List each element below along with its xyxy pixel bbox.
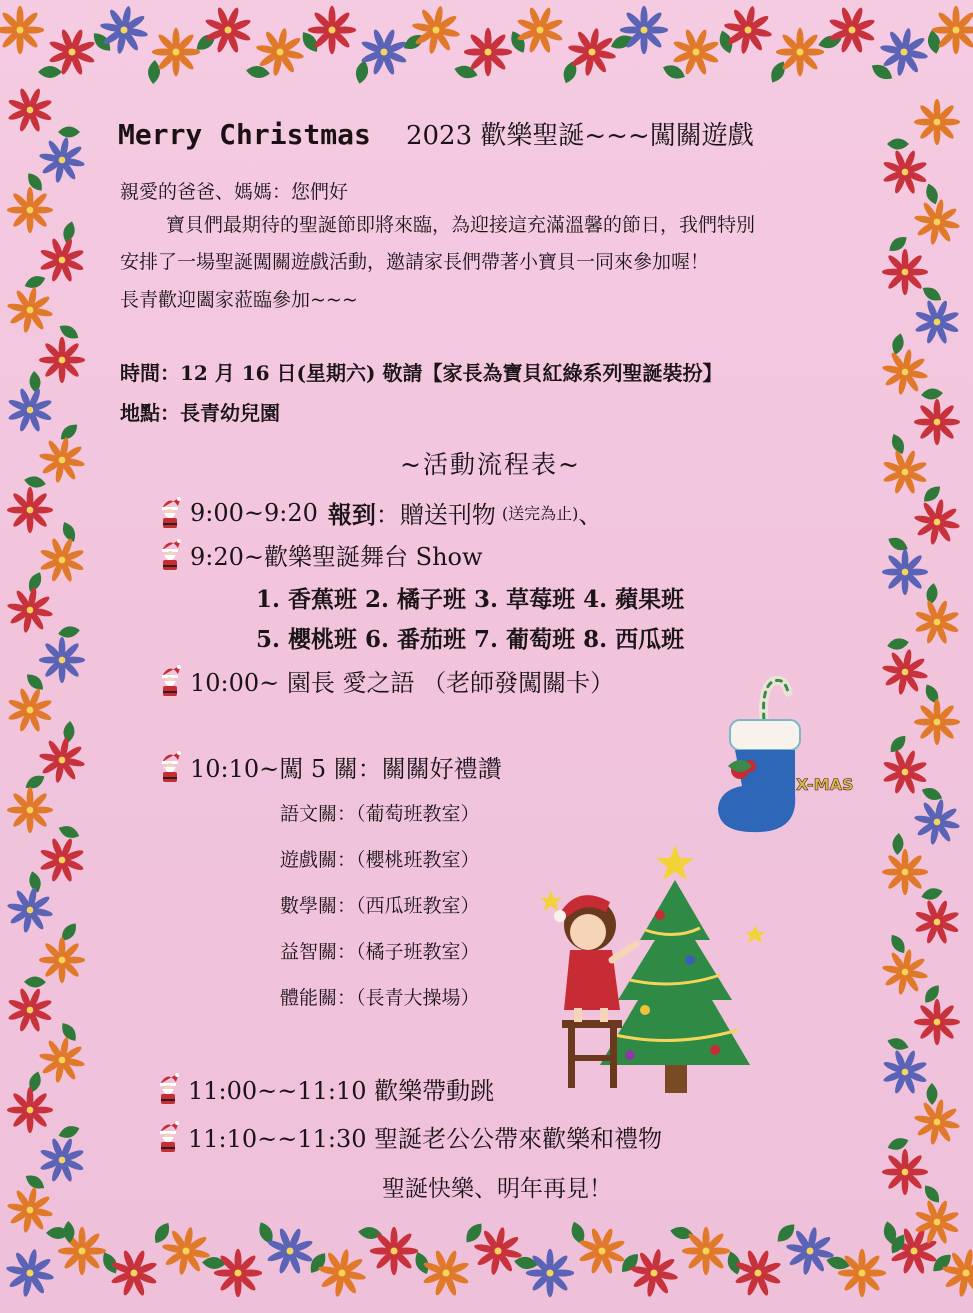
station-item: 體能關：（長青大操場）: [280, 987, 480, 1009]
flower-icon: [464, 28, 512, 76]
leaf-icon: [58, 1020, 80, 1044]
flower-icon: [39, 1137, 84, 1182]
body-line-1: 寶貝們最期待的聖誕節即將來臨，為迎接這充滿溫馨的節日，我們特別: [166, 214, 756, 236]
body-line-2: 安排了一場聖誕闖關遊戲活動，邀請家長們帶著小寶貝一同來參加喔！: [120, 251, 710, 273]
flower-icon: [204, 6, 251, 53]
flower-icon: [110, 1249, 157, 1296]
leaf-icon: [147, 60, 161, 85]
flower-icon: [7, 687, 52, 732]
flower-icon: [39, 1037, 86, 1084]
leaf-icon: [24, 976, 46, 987]
schedule-item-principal: [158, 663, 614, 698]
letter-body: [120, 207, 880, 281]
station-item: 語文關：（葡萄班教室）: [280, 803, 480, 825]
flower-icon: [914, 899, 959, 944]
flower-icon: [7, 587, 54, 634]
flower-icon: [7, 87, 52, 132]
schedule-item-challenge: [158, 749, 502, 784]
flower-icon: [914, 699, 960, 745]
flower-icon: [914, 599, 959, 644]
flower-icon: [7, 1187, 54, 1234]
flower-icon: [914, 799, 961, 846]
flower-icon: [39, 137, 86, 184]
station-item: 遊戲關：（櫻桃班教室）: [280, 849, 480, 871]
santa-icon: [158, 664, 182, 698]
flower-icon: [39, 437, 86, 484]
flower-icon: [412, 6, 461, 55]
flower-icon: [422, 1249, 469, 1296]
flower-icon: [6, 1249, 55, 1298]
leaf-icon: [920, 886, 944, 902]
show-text: 9:20~歡樂聖誕舞台 Show: [190, 543, 483, 571]
leaf-icon: [38, 66, 62, 78]
leaf-icon: [887, 932, 908, 956]
flower-icon: [308, 6, 356, 54]
star-icon: [656, 845, 694, 880]
flower-icon: [838, 1249, 886, 1297]
santa-icon: [156, 1120, 180, 1154]
santa-icon: [158, 496, 182, 530]
flyer-content: [100, 95, 890, 1235]
girl-tree-illustration: [540, 840, 770, 1100]
leaf-icon: [57, 421, 81, 444]
flower-icon: [39, 337, 85, 383]
flower-icon: [734, 1249, 781, 1296]
santa-icon: [156, 1072, 180, 1106]
schedule-item-dance: [156, 1071, 494, 1106]
leaf-icon: [921, 982, 943, 1006]
station-item: 數學關：（西瓜班教室）: [280, 895, 480, 917]
flower-icon: [39, 537, 84, 582]
event-place: 地點：長青幼兒園: [120, 401, 280, 425]
flower-icon: [7, 987, 52, 1032]
stocking-label: X-MAS: [796, 775, 854, 794]
flyer-title: [118, 115, 754, 152]
schedule-item-checkin: [158, 495, 602, 530]
leaf-icon: [923, 182, 941, 206]
leaf-icon: [887, 139, 909, 150]
flower-icon: [7, 887, 54, 934]
closing-line: 聖誕快樂、明年再見！: [382, 1176, 612, 1202]
leaf-icon: [661, 62, 688, 83]
station-item: 益智關：（橘子班教室）: [280, 941, 480, 963]
flower-icon: [7, 287, 54, 334]
checkin-text: ：贈送刊物: [375, 501, 496, 529]
santa-icon: [158, 538, 182, 572]
leaf-icon: [23, 670, 47, 693]
checkin-note: (送完為止): [501, 504, 579, 523]
welcome-line: 長青歡迎闔家蒞臨參加~~~: [120, 289, 358, 311]
leaf-icon: [57, 1123, 81, 1141]
principal-text: 10:00~ 園長 愛之語 （老師發闖關卡）: [190, 669, 615, 697]
flower-icon: [7, 787, 53, 833]
challenge-text: 10:10~闖 5 關：關關好禮讚: [190, 755, 502, 783]
flower-icon: [39, 737, 86, 784]
flower-icon: [914, 999, 960, 1045]
leaf-icon: [245, 64, 270, 79]
checkin-tail: 、: [578, 501, 603, 529]
leaf-icon: [24, 170, 46, 194]
flower-icon: [39, 837, 84, 882]
leaf-icon: [892, 833, 905, 856]
flower-icon: [0, 6, 44, 54]
leaf-icon: [58, 127, 80, 138]
title-english: Merry Christmas: [118, 118, 371, 151]
leaf-icon: [890, 332, 906, 356]
flower-icon: [526, 1249, 574, 1297]
flower-icon: [914, 1099, 961, 1146]
flower-icon: [914, 199, 961, 246]
flower-icon: [7, 487, 53, 533]
leaf-icon: [57, 823, 82, 841]
flower-icon: [914, 99, 960, 145]
flower-icon: [776, 28, 824, 76]
flower-icon: [39, 637, 85, 683]
leaf-icon: [921, 388, 944, 401]
flower-icon: [152, 28, 200, 76]
flower-icon: [914, 299, 959, 344]
leaf-icon: [920, 283, 944, 304]
greeting: 親愛的爸爸、媽媽：您們好: [120, 181, 349, 203]
schedule-item-show: [158, 537, 483, 572]
flower-icon: [7, 387, 52, 432]
dance-text: 11:00~~11:10 歡樂帶動跳: [188, 1077, 495, 1105]
flower-icon: [914, 499, 961, 546]
class-list-row-1: 1. 香蕉班 2. 橘子班 3. 草莓班 4. 蘋果班: [256, 586, 685, 613]
leaf-icon: [23, 475, 47, 490]
title-chinese: 2023 歡樂聖誕~~~闖關遊戲: [405, 121, 754, 151]
checkin-time: 9:00~9:20: [190, 498, 318, 527]
santa-text: 11:10~~11:30 聖誕老公公帶來歡樂和禮物: [188, 1125, 663, 1153]
flower-icon: [7, 1087, 53, 1133]
leaf-icon: [57, 625, 81, 640]
flower-icon: [7, 187, 53, 233]
santa-icon: [158, 750, 182, 784]
flower-icon: [214, 1249, 262, 1297]
leaf-icon: [925, 582, 939, 605]
schedule-title: ~活動流程表~: [400, 450, 581, 479]
flower-icon: [828, 6, 875, 53]
flower-icon: [620, 6, 668, 54]
event-time: 時間：12 月 16 日(星期六) 敬請【家長為寶貝紅綠系列聖誕裝扮】: [120, 361, 723, 385]
schedule-item-santa: [156, 1119, 662, 1154]
flower-icon: [39, 237, 84, 282]
leaf-icon: [926, 1083, 937, 1105]
class-list-row-2: 5. 櫻桃班 6. 番茄班 7. 葡萄班 8. 西瓜班: [256, 626, 685, 653]
checkin-label: 報到: [327, 500, 376, 529]
flower-icon: [914, 399, 960, 445]
flower-icon: [39, 937, 85, 983]
christmas-stocking-icon: [710, 670, 870, 840]
leaf-icon: [23, 772, 48, 793]
leaf-icon: [354, 59, 371, 85]
leaf-icon: [921, 1182, 943, 1206]
